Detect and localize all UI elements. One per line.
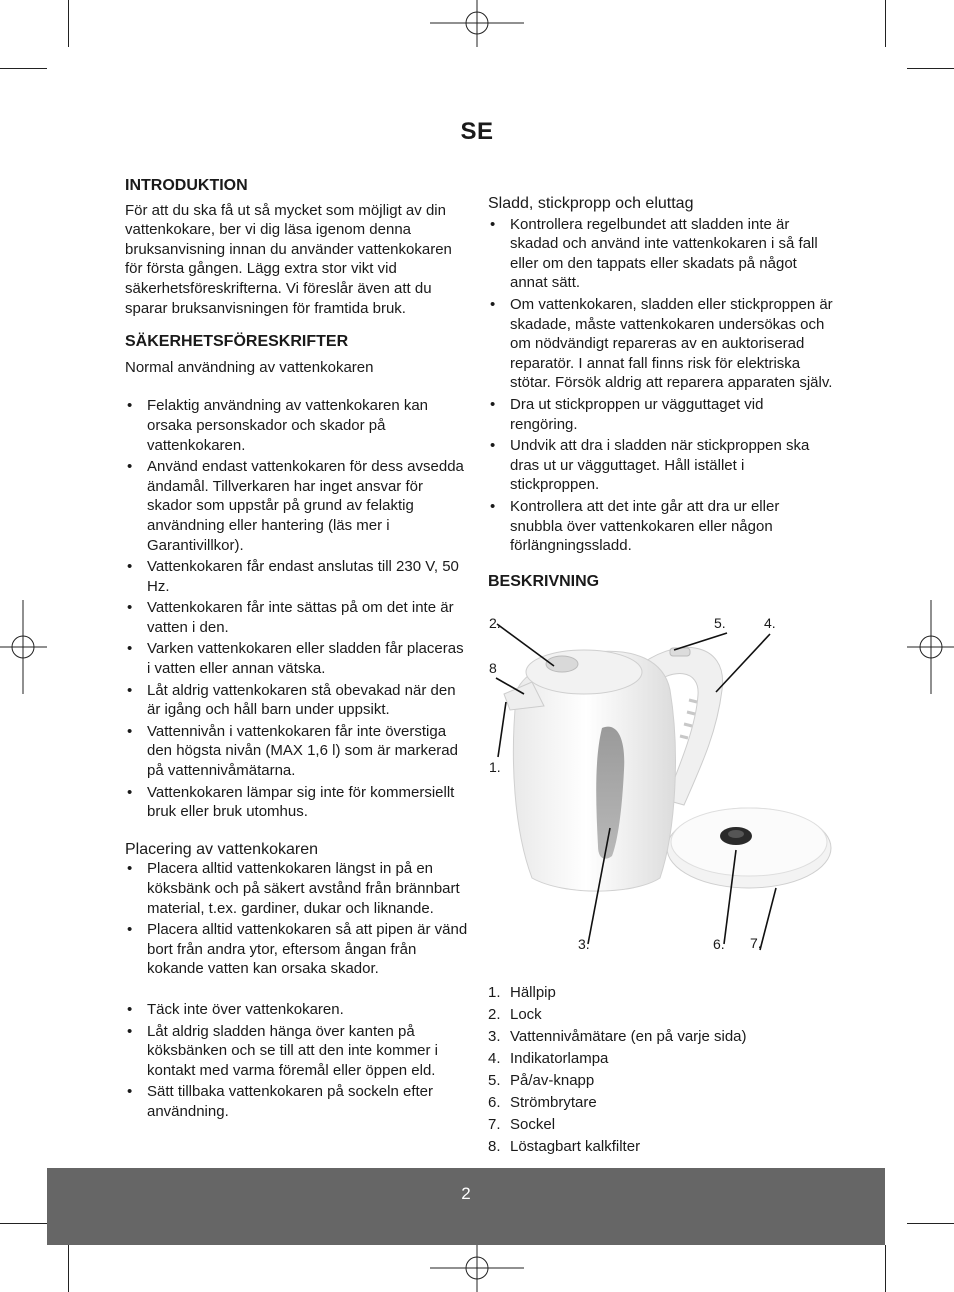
crop-mark-tl-h — [0, 68, 47, 69]
crop-mark-br-v — [885, 1245, 886, 1292]
crop-mark-tl-v — [68, 0, 69, 47]
intro-line: säkerhetsföreskrifterna. Vi föreslår även att du — [125, 279, 432, 297]
list-item: • Sätt tillbaka vattenkokaren på sockeln efter användning. — [125, 1082, 470, 1121]
part-label: Strömbrytare — [510, 1094, 597, 1111]
list-item — [488, 1026, 833, 1048]
part-number: 1. — [488, 984, 501, 1001]
list-item — [488, 1136, 833, 1158]
intro-line: bruksanvisning innan du använder vattenkokaren — [125, 240, 452, 258]
part-label: Lock — [510, 1006, 542, 1023]
list-item — [488, 982, 833, 1004]
placement-heading: Placering av vattenkokaren — [125, 840, 318, 858]
part-label: Indikatorlampa — [510, 1050, 609, 1067]
list-item — [488, 1114, 833, 1136]
crop-mark-br-h — [907, 1223, 954, 1224]
parts-list — [488, 982, 833, 1158]
callout-8: 8 — [489, 660, 497, 676]
registration-mark-top — [430, 0, 524, 47]
list-item: • Vattenkokaren får endast anslutas till 230 V, 50 Hz. — [125, 557, 470, 596]
intro-heading: INTRODUKTION — [125, 177, 248, 194]
callout-1: 1. — [489, 759, 501, 775]
part-label: Löstagbart kalkfilter — [510, 1138, 641, 1155]
callout-7: 7. — [750, 935, 762, 951]
placement-list-a — [125, 859, 470, 979]
list-item: • Felaktig användning av vattenkokaren kan orsaka personskador och skador på vattenkokaren. — [125, 396, 470, 455]
part-number: 2. — [488, 1006, 501, 1023]
callout-4: 4. — [764, 615, 776, 631]
page-footer — [47, 1168, 885, 1245]
intro-line: för första gången. Lägg extra stor vikt vid — [125, 260, 397, 278]
safety-list — [125, 396, 470, 821]
part-label: Hällpip — [510, 984, 556, 1001]
list-item: • Låt aldrig vattenkokaren stå obevakad när den är igång och håll barn under uppsikt. — [125, 681, 470, 720]
part-number: 6. — [488, 1094, 501, 1111]
list-item: • Använd endast vattenkokaren för dess avsedda ändamål. Tillverkaren har inget ansvar för skador som uppstår på grund av felaktig användning eller hantering (läs mer i Garantivillkor). — [125, 457, 470, 555]
list-item: • Undvik att dra i sladden när stickproppen ska dras ut ur vägguttaget. Håll istället i stickproppen. — [488, 436, 833, 495]
part-number: 7. — [488, 1116, 501, 1133]
part-label: Vattennivåmätare (en på varje sida) — [510, 1028, 747, 1045]
placement-list-b — [125, 1000, 470, 1122]
left-column — [125, 176, 470, 1124]
right-column — [488, 194, 833, 591]
part-label: På/av-knapp — [510, 1072, 595, 1089]
list-item — [488, 1092, 833, 1114]
power-switch — [670, 648, 690, 656]
list-item: • Om vattenkokaren, sladden eller stickproppen är skadade, måste vattenkokaren undersökas och om nödvändigt repareras av en auktoriserad reparatör. I annat fall finns risk för elektriska stötar. Försök aldrig att reparera apparaten själv. — [488, 295, 833, 393]
callout-5: 5. — [714, 615, 726, 631]
list-item: • Placera alltid vattenkokaren så att pipen är vänd bort från andra ytor, eftersom ångan från kokande vatten kan orsaka skador. — [125, 920, 470, 979]
list-item: • Placera alltid vattenkokaren längst in på en köksbänk och på säkert avstånd från brännbart material, t.ex. gardiner, dukar och liknande. — [125, 859, 470, 918]
part-number: 8. — [488, 1138, 501, 1155]
list-item — [488, 1004, 833, 1026]
part-number: 3. — [488, 1028, 501, 1045]
intro-line: För att du ska få ut så mycket som möjligt av din — [125, 201, 446, 219]
crop-mark-bl-v — [68, 1245, 69, 1292]
callout-3: 3. — [578, 936, 590, 952]
cord-list — [488, 215, 833, 556]
intro-paragraph — [125, 201, 470, 319]
safety-heading: SÄKERHETSFÖRESKRIFTER — [125, 333, 349, 351]
kettle-illustration — [484, 610, 844, 960]
part-number: 4. — [488, 1050, 501, 1067]
registration-mark-right — [907, 600, 954, 694]
list-item — [488, 1070, 833, 1092]
cord-heading: Sladd, stickpropp och eluttag — [488, 195, 694, 212]
callout-2: 2. — [489, 615, 501, 631]
page-number: 2 — [461, 1184, 471, 1203]
list-item: • Kontrollera att det inte går att dra ur eller snubbla över vattenkokaren eller någon förlängningssladd. — [488, 497, 833, 556]
list-item: • Låt aldrig sladden hänga över kanten på köksbänken och se till att den inte kommer i kontakt med varma föremål eller öppen eld. — [125, 1022, 470, 1081]
callout-6: 6. — [713, 936, 725, 952]
intro-line: vattenkokare, ber vi dig läsa igenom denna — [125, 221, 412, 239]
language-heading: SE — [460, 118, 494, 145]
list-item: • Vattennivån i vattenkokaren får inte överstiga den högsta nivån (MAX 1,6 l) som är markerad på vattennivåmätarna. — [125, 722, 470, 781]
list-item: • Kontrollera regelbundet att sladden inte är skadad och använd inte vattenkokaren i så fall eller om den tappats eller skadats på något annat sätt. — [488, 215, 833, 293]
part-label: Sockel — [510, 1116, 556, 1133]
safety-subtitle: Normal användning av vattenkokaren — [125, 358, 374, 376]
kettle-lid — [526, 650, 642, 694]
registration-mark-left — [0, 600, 47, 694]
crop-mark-tr-h — [907, 68, 954, 69]
kettle-diagram — [484, 610, 844, 960]
description-heading: BESKRIVNING — [488, 572, 600, 590]
registration-mark-bottom — [430, 1245, 524, 1292]
list-item: • Varken vattenkokaren eller sladden får placeras i vatten eller annan vätska. — [125, 639, 470, 678]
list-item: • Vattenkokaren får inte sättas på om det inte är vatten i den. — [125, 598, 470, 637]
list-item — [488, 1048, 833, 1070]
crop-mark-tr-v — [885, 0, 886, 47]
list-item: • Vattenkokaren lämpar sig inte för kommersiellt bruk eller bruk utomhus. — [125, 783, 470, 822]
list-item: • Täck inte över vattenkokaren. — [125, 1000, 470, 1020]
part-number: 5. — [488, 1072, 501, 1089]
list-item: • Dra ut stickproppen ur vägguttaget vid rengöring. — [488, 395, 833, 434]
crop-mark-bl-h — [0, 1223, 47, 1224]
intro-line: sparar bruksanvisningen för framtida bruk. — [125, 299, 406, 317]
